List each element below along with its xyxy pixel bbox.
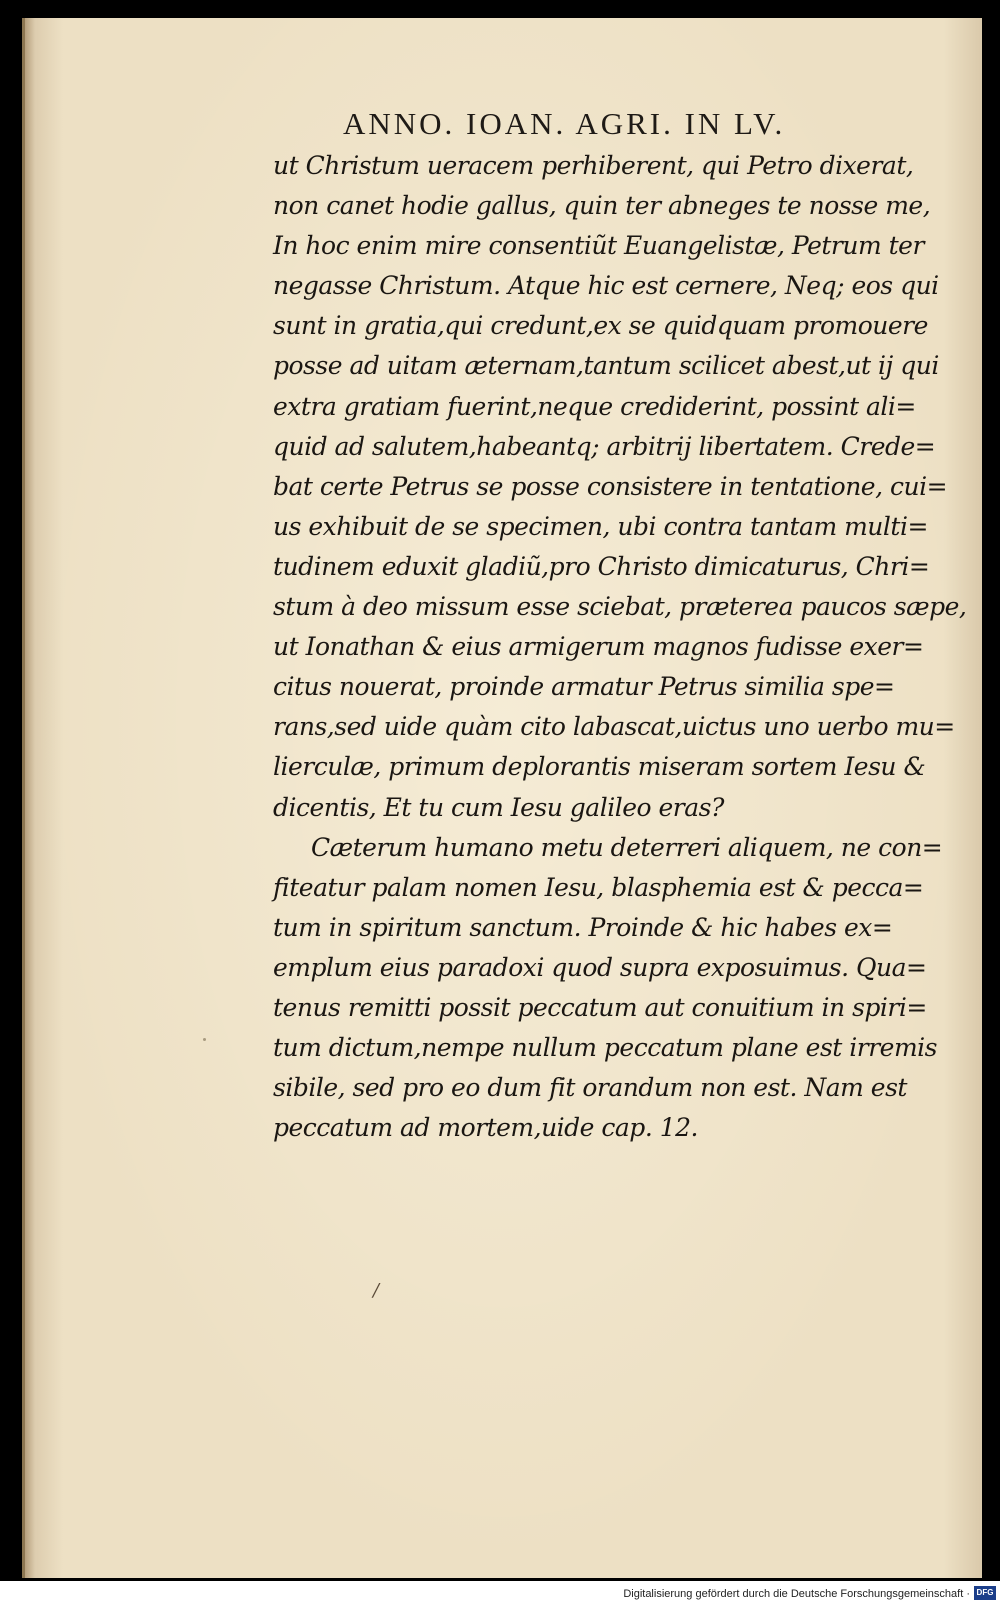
text-line: peccatum ad mortem,uide cap. 12. — [273, 1113, 698, 1143]
text-line: sunt in gratia,qui credunt,ex se quidquam promouere — [273, 311, 928, 341]
page-gutter-shadow — [25, 18, 35, 1578]
text-line: tum dictum,nempe nullum peccatum plane est irremis — [273, 1033, 937, 1063]
footer-bar — [0, 1581, 1000, 1603]
text-line: fiteatur palam nomen Iesu, blasphemia est & pecca= — [273, 872, 924, 902]
funding-credit: Digitalisierung gefördert durch die Deutsche Forschungsgemeinschaft · — [623, 1588, 970, 1600]
running-head: ANNO. IOAN. AGRI. IN LV. — [343, 106, 786, 141]
paragraph-start-line: Cæterum humano metu deterreri aliquem, ne con= — [311, 832, 943, 862]
text-line: negasse Christum. Atque hic est cernere, Neq; eos qui — [273, 271, 939, 301]
text-line: rans,sed uide quàm cito labascat,uictus uno uerbo mu= — [273, 712, 955, 742]
text-line: tudinem eduxit gladiũ,pro Christo dimicaturus, Chri= — [273, 551, 930, 581]
text-line: ut Ionathan & eius armigerum magnos fudisse exer= — [273, 632, 924, 662]
text-line: us exhibuit de se specimen, ubi contra tantam multi= — [273, 511, 928, 541]
text-line: tum in spiritum sanctum. Proinde & hic habes ex= — [273, 912, 893, 942]
text-line: posse ad uitam æternam,tantum scilicet abest,ut ij qui — [273, 351, 939, 381]
body-text — [273, 146, 967, 1148]
text-line: stum à deo missum esse sciebat, præterea paucos sæpe, — [273, 592, 967, 622]
text-line: sibile, sed pro eo dum fit orandum non est. Nam est — [273, 1073, 907, 1103]
text-line: quid ad salutem,habeantq; arbitrij libertatem. Crede= — [273, 431, 936, 461]
text-line: dicentis, Et tu cum Iesu galileo eras? — [273, 792, 724, 822]
book-page — [22, 18, 982, 1578]
text-line: lierculæ, primum deplorantis miseram sortem Iesu & — [273, 752, 926, 782]
text-line: tenus remitti possit peccatum aut conuitium in spiri= — [273, 992, 927, 1022]
text-line: extra gratiam fuerint,neque crediderint, possint ali= — [273, 391, 916, 421]
text-line: bat certe Petrus se posse consistere in tentatione, cui= — [273, 471, 948, 501]
dfg-logo-icon: DFG — [974, 1586, 996, 1600]
text-line: ut Christum ueracem perhiberent, qui Petro dixerat, — [273, 151, 914, 180]
stray-ink-mark: / — [373, 1280, 380, 1301]
text-line: emplum eius paradoxi quod supra exposuimus. Qua= — [273, 952, 927, 982]
text-line: In hoc enim mire consentiũt Euangelistæ, Petrum ter — [273, 231, 924, 261]
text-line: citus nouerat, proinde armatur Petrus similia spe= — [273, 672, 895, 702]
text-line: non canet hodie gallus, quin ter abneges te nosse me, — [273, 191, 931, 221]
paper-speck — [203, 1038, 206, 1041]
